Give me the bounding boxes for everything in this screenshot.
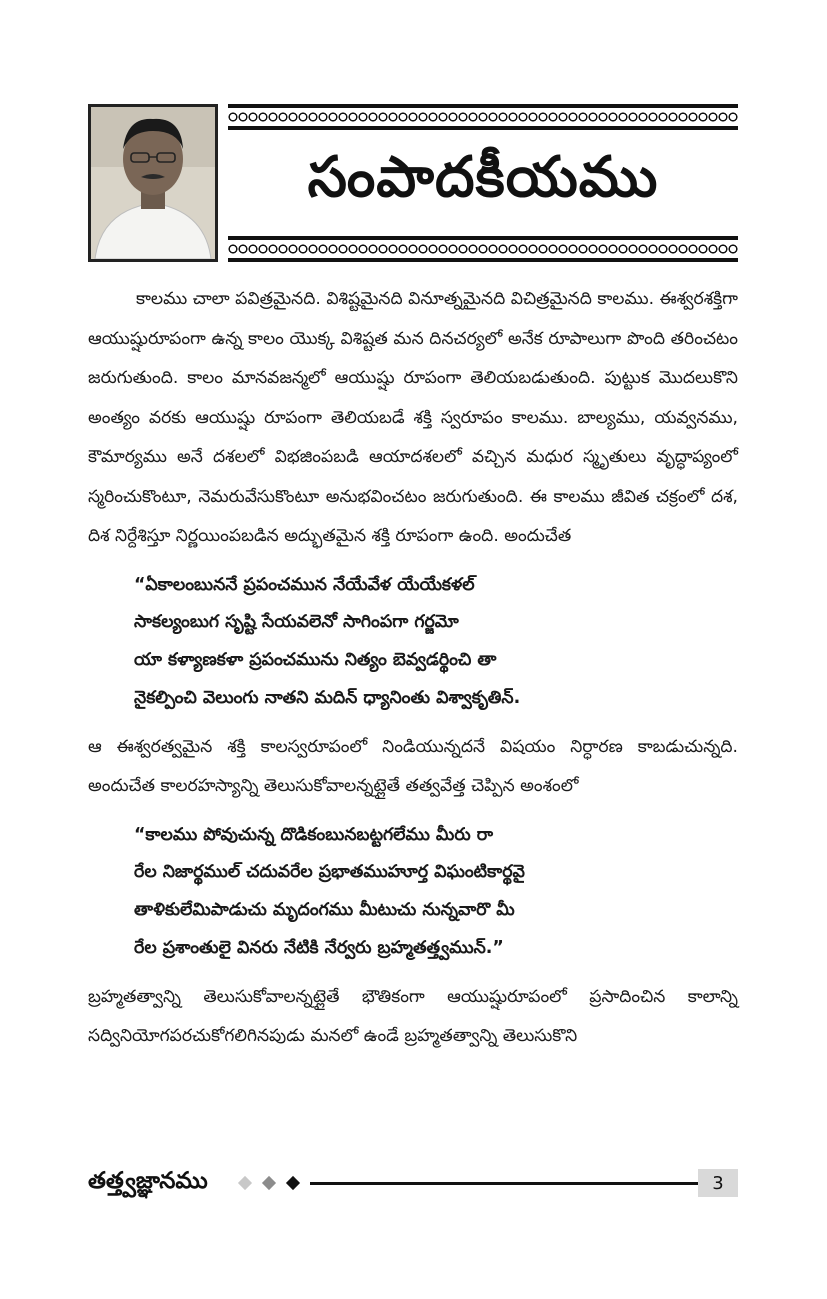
verse-line: “ఏకాలంబుననే ప్రపంచమున నేయేవేళ యేయేకళల్ [134,574,475,595]
editor-photo [88,104,218,262]
verse-line: రేల నిజార్థముల్ చదువరేల ప్రభాతముహూర్త విఘంటికార్థవై [134,862,525,883]
page-footer [88,1166,738,1202]
gray-diamond-icon [262,1176,276,1190]
header-decorative-band-top [228,104,738,130]
verse-line: నైకల్పించి వెలుంగు నాతని మదిన్ ధ్యానింతు విశ్వాకృతిన్. [134,687,521,708]
page-title: సంపాదకీయము [307,144,659,210]
verse-block [134,817,738,968]
verse-line: “కాలము పోవుచున్న దొడికంబునబట్టగలేము మీరు రా [134,824,494,845]
black-diamond-icon [286,1176,300,1190]
publication-name: తత్త్వజ్ఞానము [88,1168,208,1194]
article-body [88,280,738,1057]
footer-rule [310,1182,698,1185]
article-paragraph: బ్రహ్మతత్వాన్ని తెలుసుకోవాలన్నట్లైతే భౌతికంగా ఆయుష్షురూపంలో ప్రసాదించిన కాలాన్ని సద్వినియోగపరచుకోగలిగినపుడు మనలో ఉండే బ్రహ్మతత్వాన్ని తెలుసుకొని [88,986,738,1047]
verse-block [134,567,738,718]
article-paragraph: కాలము చాలా పవిత్రమైనది. విశిష్టమైనది వినూత్నమైనది విచిత్రమైనది కాలము. ఈశ్వరశక్తిగా ఆయుష్షురూపంగా ఉన్న కాలం యొక్క విశిష్టత మన దినచర్యలో అనేక రూపాలుగా పొంది తరించటం జరుగుతుంది. కాలం మానవజన్మలో ఆయుష్షు రూపంగా తెలియబడుతుంది. పుట్టుక మొదలుకొని అంత్యం వరకు ఆయుష్షు రూపంగా తెలియబడే శక్తి స్వరూపం కాలము. బాల్యము, యవ్వనము, కౌమార్యము అనే దశలలో విభజింపబడి ఆయాదశలలో వచ్చిన మధుర స్మృతులు వృద్ధాప్యంలో స్మరించుకొంటూ, నెమరువేసుకొంటూ అనుభవించటం జరుగుతుంది. ఈ కాలము జీవిత చక్రంలో దశ, దిశ నిర్దేశిస్తూ నిర్ణయింపబడిన అద్భుతమైన శక్తి రూపంగా ఉంది. అందుచేత [88,289,738,546]
verse-line: రేల ప్రశాంతులై వినరు నేటికి నేర్వరు బ్రహ్మతత్త్వమున్.” [134,938,504,959]
verse-line: సాకల్యంబుగ సృష్టి సేయవలెనో సాగింపగా గర్జమో [134,612,459,633]
verse-line: యా కళ్యాణకళా ప్రపంచమును నిత్యం బెవ్వడర్థించి తా [134,650,497,671]
light-diamond-icon [238,1176,252,1190]
verse-line: తాళికులేమిపాడుచు మృదంగము మీటుచు నున్నవారొ మీ [134,900,515,921]
article-paragraph: ఆ ఈశ్వరత్వమైన శక్తి కాలస్వరూపంలో నిండియున్నదనే విషయం నిర్ధారణ కాబడుచున్నది. అందుచేత కాలరహస్యాన్ని తెలుసుకోవాలన్నట్లైతే తత్వవేత్త చెప్పిన అంశంలో [88,736,738,797]
header-decorative-band-bottom [228,236,738,262]
page-number: 3 [698,1169,738,1197]
